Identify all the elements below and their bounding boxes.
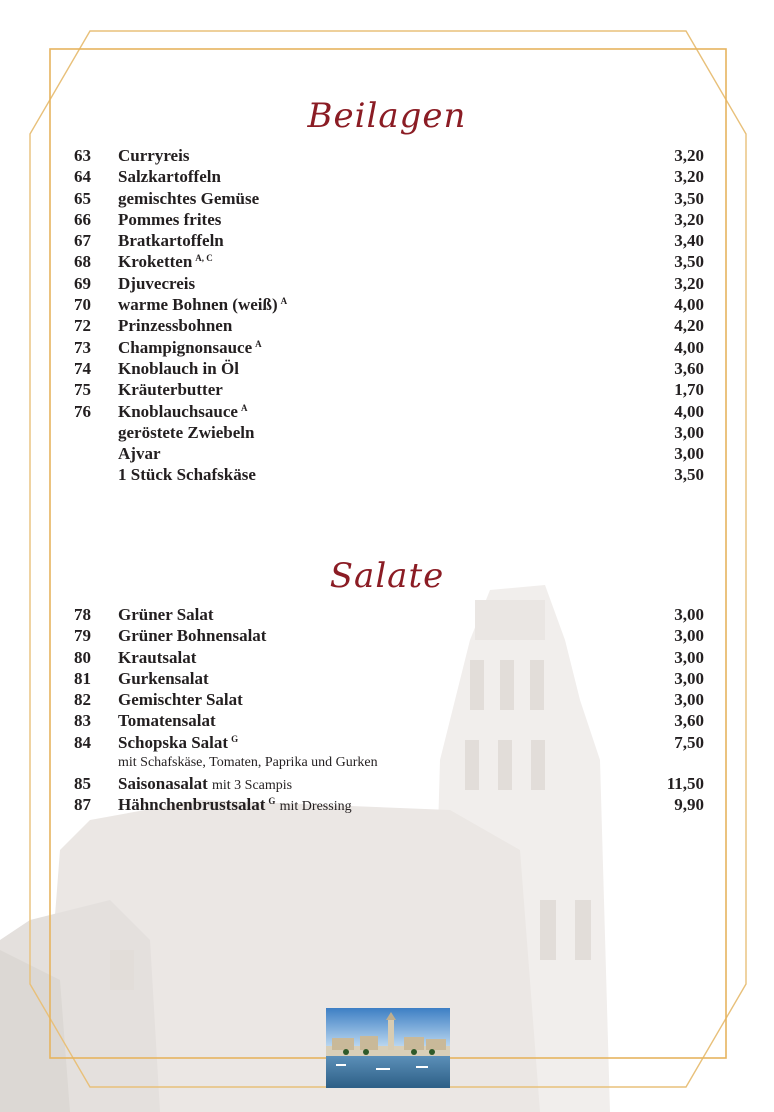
item-extra: mit Dressing xyxy=(279,799,352,815)
item-number: 74 xyxy=(74,358,91,378)
item-price: 3,00 xyxy=(674,626,704,646)
salate-list xyxy=(74,604,704,816)
menu-item xyxy=(74,464,704,485)
allergen-codes: G xyxy=(231,733,239,744)
item-name: Kräuterbutter xyxy=(118,380,223,400)
item-name: gemischtes Gemüse xyxy=(118,188,260,208)
item-number: 70 xyxy=(74,295,91,315)
item-name-wrap xyxy=(118,230,224,251)
item-number: 78 xyxy=(74,605,91,624)
beilagen-list xyxy=(74,145,704,486)
item-name: Schopska Salat xyxy=(118,732,229,752)
menu-item xyxy=(74,647,704,668)
menu-item xyxy=(74,209,704,230)
menu-item xyxy=(74,625,704,646)
item-price: 4,00 xyxy=(674,401,704,421)
item-price: 9,90 xyxy=(674,795,704,815)
item-name: Saisonasalat xyxy=(118,774,208,794)
menu-item xyxy=(74,337,704,358)
item-price: 3,40 xyxy=(674,231,704,251)
item-price: 3,00 xyxy=(674,668,704,688)
item-number: 84 xyxy=(74,732,91,752)
item-number: 75 xyxy=(74,380,91,400)
item-number: 66 xyxy=(74,209,91,229)
item-name-wrap xyxy=(118,604,214,625)
item-number: 82 xyxy=(74,690,91,710)
item-name: Curryreis xyxy=(118,146,190,165)
item-name: Kroketten xyxy=(118,252,193,272)
item-number: 69 xyxy=(74,273,91,293)
item-name: Prinzessbohnen xyxy=(118,316,233,336)
item-number: 72 xyxy=(74,316,91,336)
item-number: 79 xyxy=(74,626,91,646)
item-name-wrap xyxy=(118,625,266,646)
menu-item xyxy=(74,710,704,731)
item-name-wrap xyxy=(118,209,221,230)
item-price: 4,00 xyxy=(674,337,704,357)
menu-item xyxy=(74,251,704,272)
menu-item xyxy=(74,443,704,464)
item-price: 7,50 xyxy=(674,732,704,752)
item-name: geröstete Zwiebeln xyxy=(118,422,255,442)
item-name-wrap xyxy=(118,273,195,294)
item-name: Grüner Salat xyxy=(118,605,214,624)
item-name: Hähnchenbrustsalat xyxy=(118,795,266,815)
item-price: 3,20 xyxy=(674,209,704,229)
item-name-wrap xyxy=(118,379,223,400)
item-number: 67 xyxy=(74,231,91,251)
item-price: 4,00 xyxy=(674,295,704,315)
menu-item xyxy=(74,294,704,315)
menu-item xyxy=(74,145,704,166)
item-price: 3,00 xyxy=(674,690,704,710)
item-name: Gurkensalat xyxy=(118,668,209,688)
item-name-wrap xyxy=(118,145,189,166)
item-price: 11,50 xyxy=(666,774,704,794)
item-number: 87 xyxy=(74,795,91,815)
item-name-wrap xyxy=(118,188,259,209)
item-name-wrap xyxy=(118,294,287,315)
item-price: 3,50 xyxy=(674,252,704,272)
item-price: 3,50 xyxy=(674,465,704,485)
item-name-wrap xyxy=(118,422,254,443)
harbour-photo xyxy=(326,1008,450,1088)
item-number: 85 xyxy=(74,774,91,794)
item-name: Tomatensalat xyxy=(118,711,216,731)
item-name-wrap xyxy=(118,689,243,710)
allergen-codes: A, C xyxy=(195,253,213,264)
item-name-wrap xyxy=(118,710,216,731)
item-number: 81 xyxy=(74,668,91,688)
item-name: Grüner Bohnensalat xyxy=(118,626,267,646)
item-name: Knoblauchsauce xyxy=(118,401,238,421)
item-name-wrap xyxy=(118,794,352,817)
item-price: 3,00 xyxy=(674,444,704,464)
menu-item xyxy=(74,358,704,379)
item-name: Gemischter Salat xyxy=(118,690,243,710)
item-name-wrap xyxy=(118,647,196,668)
menu-item xyxy=(74,188,704,209)
item-number: 76 xyxy=(74,401,91,421)
item-name: 1 Stück Schafskäse xyxy=(118,465,256,485)
item-price: 3,00 xyxy=(674,647,704,667)
salate-title: Salate xyxy=(329,556,445,596)
item-description-row xyxy=(74,753,704,773)
item-name-wrap xyxy=(118,251,213,272)
menu-item xyxy=(74,379,704,400)
item-name-wrap xyxy=(118,443,160,464)
menu-item xyxy=(74,668,704,689)
item-name: Ajvar xyxy=(118,444,161,464)
menu-item xyxy=(74,166,704,187)
item-number: 63 xyxy=(74,146,91,165)
item-description: mit Schafskäse, Tomaten, Paprika und Gurken xyxy=(118,755,378,771)
item-name: Bratkartoffeln xyxy=(118,231,224,251)
item-name-wrap xyxy=(118,668,209,689)
item-price: 3,00 xyxy=(674,422,704,442)
item-number: 83 xyxy=(74,711,91,731)
item-price: 3,20 xyxy=(674,167,704,187)
item-name: Salzkartoffeln xyxy=(118,167,221,187)
item-number: 64 xyxy=(74,167,91,187)
item-number: 65 xyxy=(74,188,91,208)
item-number: 80 xyxy=(74,647,91,667)
item-name-wrap xyxy=(118,337,262,358)
item-name-wrap xyxy=(118,315,232,336)
item-price: 3,60 xyxy=(674,358,704,378)
menu-item xyxy=(74,689,704,710)
item-price: 3,00 xyxy=(674,605,704,624)
item-price: 4,20 xyxy=(674,316,704,336)
item-number: 73 xyxy=(74,337,91,357)
allergen-codes: A xyxy=(240,402,248,413)
item-number: 68 xyxy=(74,252,91,272)
item-extra: mit 3 Scampis xyxy=(212,778,293,794)
item-name: Pommes frites xyxy=(118,209,222,229)
beilagen-title: Beilagen xyxy=(307,96,467,136)
menu-item xyxy=(74,732,704,753)
menu-item xyxy=(74,315,704,336)
item-price: 3,50 xyxy=(674,188,704,208)
menu-item xyxy=(74,794,704,815)
item-name: Champignonsauce xyxy=(118,337,253,357)
item-name-wrap xyxy=(118,732,238,753)
item-name: Djuvecreis xyxy=(118,273,196,293)
item-name: warme Bohnen (weiß) xyxy=(118,295,278,315)
menu-item xyxy=(74,773,704,794)
allergen-codes: G xyxy=(268,796,276,807)
menu-item xyxy=(74,422,704,443)
menu-item xyxy=(74,401,704,422)
item-name-wrap xyxy=(118,401,247,422)
item-price: 3,60 xyxy=(674,711,704,731)
allergen-codes: A xyxy=(255,338,262,349)
item-price: 3,20 xyxy=(674,146,704,165)
menu-item xyxy=(74,604,704,625)
item-price: 1,70 xyxy=(674,380,704,400)
item-name-wrap xyxy=(118,166,221,187)
menu-item xyxy=(74,273,704,294)
item-name: Knoblauch in Öl xyxy=(118,358,239,378)
menu-item xyxy=(74,230,704,251)
item-name: Krautsalat xyxy=(118,647,197,667)
allergen-codes: A xyxy=(280,296,288,307)
item-name-wrap xyxy=(118,358,239,379)
item-name-wrap xyxy=(118,464,256,485)
item-name-wrap xyxy=(118,773,292,796)
item-price: 3,20 xyxy=(674,273,704,293)
